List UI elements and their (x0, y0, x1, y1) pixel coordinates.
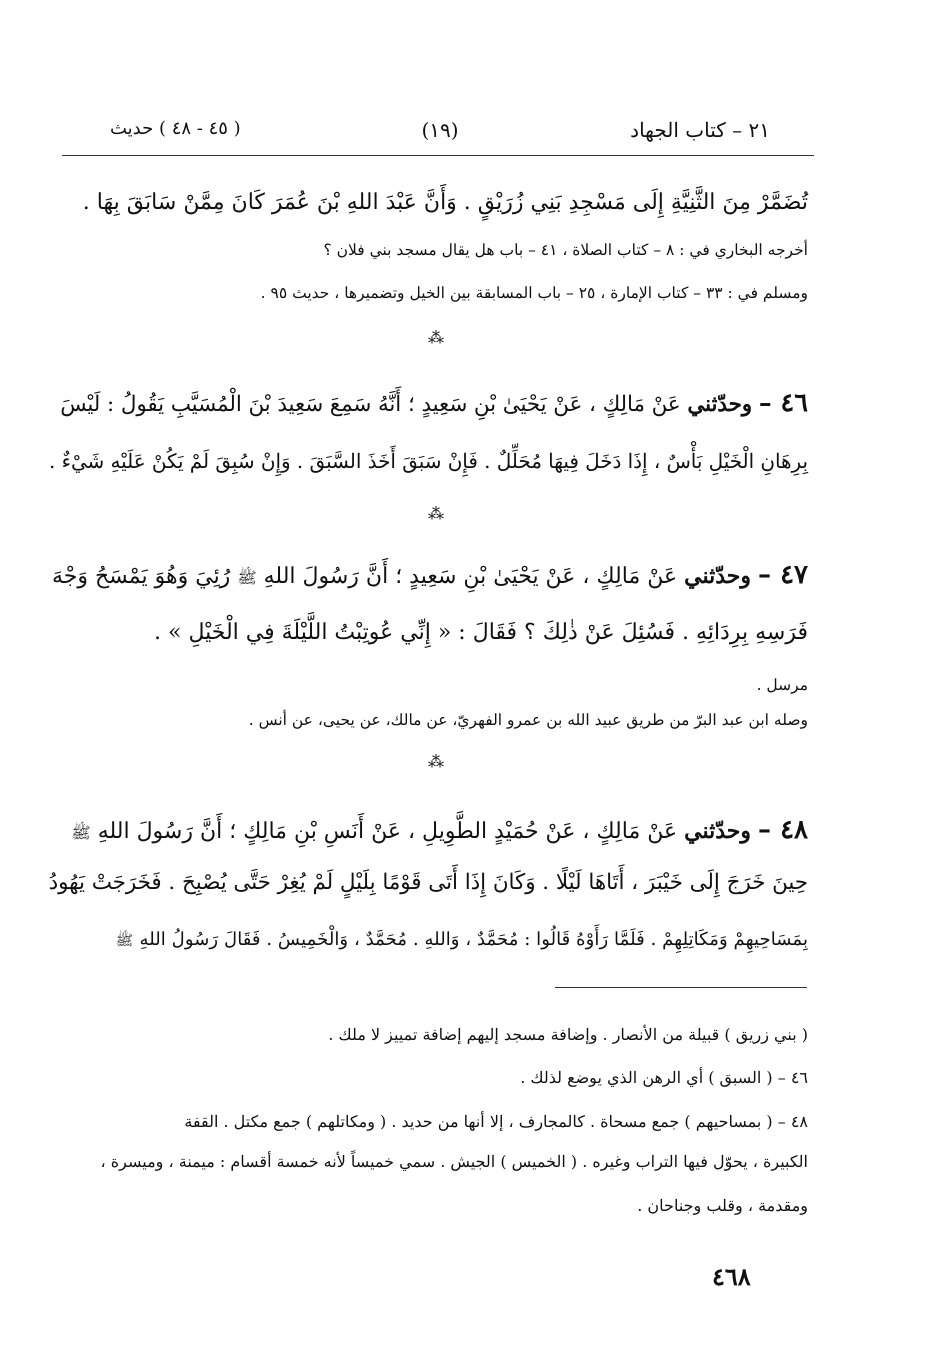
hadith-47-text-2: فَرَسِهِ بِرِدَائِهِ . فَسُئِلَ عَنْ ذٰلِكَ ؟ فَقَالَ : « إِنِّي عُوتِبْتُ اللَّيْلَةَ فِي الْخَيْلِ » . (154, 620, 808, 645)
hadith-48-text-1: عَنْ مَالِكٍ ، عَنْ حُمَيْدٍ الطَّوِيلِ ، عَنْ أَنَسِ بْنِ مَالِكٍ ؛ أَنَّ رَسُولَ اللهِ (97, 819, 678, 844)
running-header (110, 118, 770, 154)
section-separator-stars: ⁂ (428, 328, 444, 347)
hadith-48-number: ٤٨ – (758, 815, 808, 845)
footnote-rule (555, 987, 807, 988)
footnote-48-line-1: ٤٨ – ( بمساحيهم ) جمع مسحاة . كالمجارف ، إلا أنها من حديد . ( ومكاتلهم ) جمع مكتل . القفة (184, 1112, 808, 1131)
hadith-48-text-3: بِمَسَاحِيهِمْ وَمَكَاتِلِهِمْ . فَلَمَّا رَأَوْهُ قَالُوا : مُحَمَّدٌ ، وَاللهِ . مُحَمَّدٌ ، وَالْخَمِيسُ . فَقَالَ رَسُولُ اللهِ (139, 929, 808, 950)
hadith-47-number: ٤٧ – (758, 560, 808, 590)
header-section-number: (١٩) (421, 118, 459, 142)
footnote-48-line-2: الكبيرة ، يحوّل فيها التراب وغيره . ( الخميس ) الجيش . سمي خميساً لأنه خمسة أقسام : ميمنة ، وميسرة ، (100, 1152, 808, 1171)
hadith-47-note-mursal: مرسل . (756, 676, 808, 694)
hadith-48-text-2: حِينَ خَرَجَ إِلَى خَيْبَرَ ، أَتَاهَا لَيْلًا . وَكَانَ إِذَا أَتَى قَوْمًا بِلَيْلٍ لَمْ يُغِرْ حَتَّى يُصْبِحَ . فَخَرَجَتْ يَهُودُ (48, 870, 808, 895)
footnote-46: ٤٦ – ( السبق ) أي الرهن الذي يوضع لذلك . (520, 1068, 808, 1087)
hadith-47-note-ibn-abd-al-barr: وصله ابن عبد البرّ من طريق عبيد الله بن عمرو الفهريّ، عن مالك، عن يحيى، عن أنس . (248, 711, 808, 729)
hadith-48-line-1 (71, 815, 808, 846)
footnote-bani-zurayq: ( بني زريق ) قبيلة من الأنصار . وإضافة مسجد إليهم إضافة تمييز لا ملك . (328, 1025, 808, 1044)
hadith-48-line-3 (116, 926, 808, 953)
hadith-46-text-2: بِرِهَانِ الْخَيْلِ بَأْسٌ ، إِذَا دَخَلَ فِيهَا مُحَلِّلٌ . فَإِنْ سَبَقَ أَخَذَ السَّبَقَ . وَإِنْ سُبِقَ لَمْ يَكُنْ عَلَيْهِ شَيْءٌ . (49, 450, 808, 473)
hadith-46-number: ٤٦ – (758, 388, 808, 418)
hadith-46-opening: وحدّثني (687, 392, 752, 417)
salutation-glyph: ﷺ (71, 823, 91, 842)
hadith-45-note-muslim: ومسلم في : ٣٣ – كتاب الإمارة ، ٢٥ – باب المسابقة بين الخيل وتضميرها ، حديث ٩٥ . (260, 284, 808, 302)
hadith-48-opening: وحدّثني (684, 818, 751, 844)
section-separator-stars: ⁂ (428, 504, 444, 523)
section-separator-stars: ⁂ (428, 752, 444, 771)
header-rule (62, 155, 814, 156)
hadith-47-text-1a: عَنْ مَالِكٍ ، عَنْ يَحْيَىٰ بْنِ سَعِيدٍ ؛ أَنَّ رَسُولَ اللهِ (263, 564, 678, 589)
hadith-46-line-1 (60, 388, 808, 418)
salutation-glyph: ﷺ (237, 568, 257, 587)
hadith-45-note-bukhari: أخرجه البخاري في : ٨ – كتاب الصلاة ، ٤١ – باب هل يقال مسجد بني فلان ؟ (323, 241, 808, 259)
hadith-46-text-1: عَنْ مَالِكٍ ، عَنْ يَحْيَىٰ بْنِ سَعِيدٍ ؛ أَنَّهُ سَمِعَ سَعِيدَ بْنَ الْمُسَيَّبِ يَقُولُ : لَيْسَ (60, 392, 681, 417)
hadith-47-text-1b: رُئِيَ وَهُوَ يَمْسَحُ وَجْهَ (51, 564, 231, 589)
hadith-45-continuation: تُضَمَّرْ مِنَ الثَّنِيَّةِ إِلَى مَسْجِدِ بَنِي زُرَيْقٍ . وَأَنَّ عَبْدَ اللهِ بْنَ عُمَرَ كَانَ مِمَّنْ سَابَقَ بِهَا . (82, 190, 808, 215)
header-hadith-range: ( ٤٥ - ٤٨ ) حديث (110, 118, 241, 139)
hadith-47-opening: وحدّثني (684, 563, 751, 589)
page-number: ٤٦٨ (712, 1262, 751, 1291)
hadith-47-line-1 (52, 560, 808, 591)
footnote-48-line-3: ومقدمة ، وقلب وجناحان . (637, 1196, 808, 1215)
header-chapter: ٢١ – كتاب الجهاد (630, 118, 770, 142)
salutation-glyph: ﷺ (115, 932, 134, 949)
